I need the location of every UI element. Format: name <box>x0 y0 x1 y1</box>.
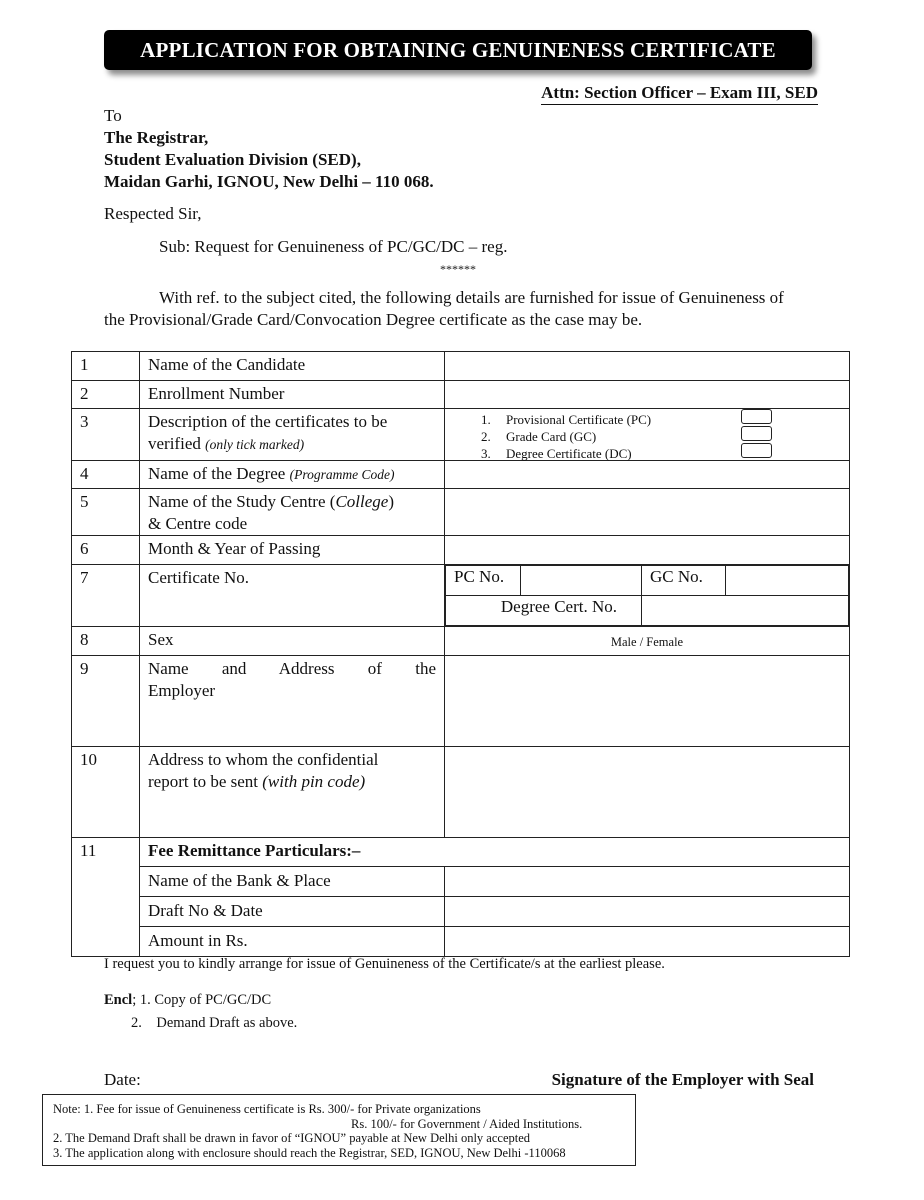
row-number: 6 <box>72 536 140 565</box>
option-pc <box>481 409 841 426</box>
table-row <box>72 565 850 627</box>
intro-line-2: the Provisional/Grade Card/Convocation Degree certificate as the case may be. <box>104 310 643 329</box>
certificate-description-label <box>140 409 445 461</box>
candidate-name-label: Name of the Candidate <box>140 352 445 381</box>
employer-label-line-2: Employer <box>148 681 216 700</box>
passing-date-field[interactable] <box>445 536 850 565</box>
option-number: 2. <box>481 429 491 444</box>
row-number: 4 <box>72 461 140 489</box>
note-line-1: Note: 1. Fee for issue of Genuineness certificate is Rs. 300/- for Private organizations <box>53 1102 481 1116</box>
details-table <box>71 351 850 957</box>
note-line-2: Rs. 100/- for Government / Aided Institutions. <box>351 1116 583 1131</box>
option-label: Provisional Certificate (PC) <box>506 412 652 427</box>
degree-cert-no-label: Degree Cert. No. <box>446 596 642 626</box>
confidential-address-label <box>140 747 445 838</box>
separator-asterisks: ****** <box>440 262 476 276</box>
encl-label: Encl <box>104 992 133 1008</box>
address-to: To <box>104 106 122 125</box>
bank-field[interactable] <box>445 867 850 897</box>
form-title: APPLICATION FOR OBTAINING GENUINENESS CERTIFICATE <box>104 30 812 70</box>
paren-close: ) <box>388 492 394 511</box>
row-number: 7 <box>72 565 140 627</box>
pin-code-note: (with pin code) <box>262 772 366 791</box>
encl-item-1: ; 1. Copy of PC/GC/DC <box>132 992 272 1008</box>
date-label: Date: <box>104 1070 141 1089</box>
certificate-no-cell <box>445 565 850 627</box>
option-number: 1. <box>481 412 491 427</box>
confidential-address-field[interactable] <box>445 747 850 838</box>
passing-date-label: Month & Year of Passing <box>140 536 445 565</box>
enclosure-1 <box>104 992 271 1009</box>
row-number: 10 <box>72 747 140 838</box>
table-row <box>72 656 850 747</box>
table-row <box>72 352 850 381</box>
certificate-description-text: Description of the certificates to be verified <box>148 412 388 453</box>
draft-label: Draft No & Date <box>140 897 445 927</box>
confidential-label-line-2: report to be sent <box>148 772 263 791</box>
table-row <box>72 927 850 957</box>
attn-line: Attn: Section Officer – Exam III, SED <box>541 83 818 105</box>
fee-remittance-heading: Fee Remittance Particulars:– <box>140 838 850 867</box>
option-dc <box>481 443 841 460</box>
option-number: 3. <box>481 446 491 461</box>
table-row <box>72 381 850 409</box>
certificate-no-subtable <box>445 565 849 626</box>
pc-no-field[interactable] <box>521 566 642 596</box>
candidate-name-field[interactable] <box>445 352 850 381</box>
request-text: I request you to kindly arrange for issue of Genuineness of the Certificate/s at the earliest please. <box>104 956 665 972</box>
amount-label: Amount in Rs. <box>140 927 445 957</box>
sex-label: Sex <box>140 627 445 656</box>
table-row <box>72 536 850 565</box>
study-centre-label <box>140 489 445 536</box>
gc-no-label: GC No. <box>642 566 726 596</box>
row-number: 11 <box>72 838 140 957</box>
programme-code-note: (Programme Code) <box>289 467 395 482</box>
option-label: Degree Certificate (DC) <box>506 446 632 461</box>
degree-label <box>140 461 445 489</box>
enrollment-label: Enrollment Number <box>140 381 445 409</box>
employer-field[interactable] <box>445 656 850 747</box>
pc-checkbox[interactable] <box>741 409 772 424</box>
row-number: 5 <box>72 489 140 536</box>
college-text: College <box>335 492 389 511</box>
study-centre-text: Name of the Study Centre ( <box>148 492 336 511</box>
note-line-4: 3. The application along with enclosure should reach the Registrar, SED, IGNOU, New Delhi -110068 <box>53 1145 566 1160</box>
option-label: Grade Card (GC) <box>506 429 597 444</box>
address-line-3: Maidan Garhi, IGNOU, New Delhi – 110 068. <box>104 172 434 191</box>
note-line-3: 2. The Demand Draft shall be drawn in favor of “IGNOU” payable at New Delhi only accepted <box>53 1131 531 1145</box>
row-number: 3 <box>72 409 140 461</box>
certificate-no-label: Certificate No. <box>140 565 445 627</box>
dc-checkbox[interactable] <box>741 443 772 458</box>
address-line-2: Student Evaluation Division (SED), <box>104 150 361 169</box>
table-row <box>72 461 850 489</box>
option-gc <box>481 426 841 443</box>
gc-no-field[interactable] <box>726 566 849 596</box>
draft-field[interactable] <box>445 897 850 927</box>
row-number: 1 <box>72 352 140 381</box>
table-row <box>72 747 850 838</box>
row-number: 9 <box>72 656 140 747</box>
table-row <box>72 867 850 897</box>
address-line-1: The Registrar, <box>104 128 209 147</box>
employer-label <box>140 656 445 747</box>
tick-note: (only tick marked) <box>205 437 305 452</box>
table-row <box>72 489 850 536</box>
intro-line-1: With ref. to the subject cited, the following details are furnished for issue of Genuineness of <box>159 288 784 307</box>
enrollment-field[interactable] <box>445 381 850 409</box>
bank-label: Name of the Bank & Place <box>140 867 445 897</box>
degree-cert-no-field[interactable] <box>642 596 849 626</box>
pc-no-label: PC No. <box>446 566 521 596</box>
table-row <box>72 627 850 656</box>
table-row <box>72 409 850 461</box>
row-number: 8 <box>72 627 140 656</box>
row-number: 2 <box>72 381 140 409</box>
confidential-label-line-1: Address to whom the confidential <box>148 750 379 769</box>
study-centre-field[interactable] <box>445 489 850 536</box>
enclosure-2: 2. Demand Draft as above. <box>131 1015 298 1031</box>
gc-checkbox[interactable] <box>741 426 772 441</box>
centre-code-text: & Centre code <box>148 514 248 533</box>
sex-options[interactable]: Male / Female <box>445 627 850 656</box>
amount-field[interactable] <box>445 927 850 957</box>
salutation: Respected Sir, <box>104 204 202 223</box>
certificate-options <box>445 409 850 461</box>
table-row <box>72 897 850 927</box>
notes-box <box>42 1094 636 1166</box>
employer-signature-label: Signature of the Employer with Seal <box>551 1070 814 1089</box>
subject-line: Sub: Request for Genuineness of PC/GC/DC – reg. <box>159 237 508 256</box>
table-row <box>72 838 850 867</box>
degree-label-text: Name of the Degree <box>148 464 286 483</box>
employer-label-line-1: Name and Address of the <box>148 659 436 678</box>
